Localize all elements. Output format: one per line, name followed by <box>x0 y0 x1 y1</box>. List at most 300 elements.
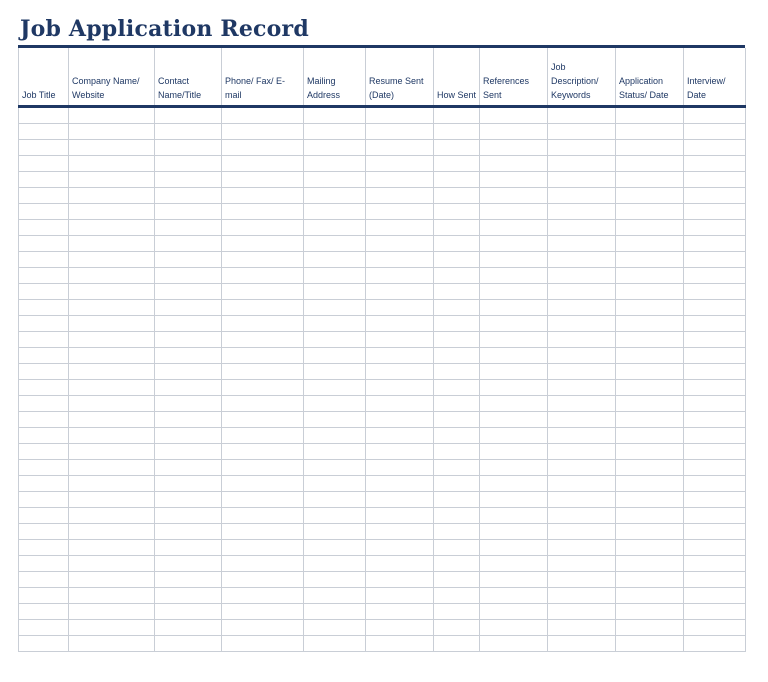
table-cell[interactable] <box>19 476 69 492</box>
table-cell[interactable] <box>616 124 684 140</box>
table-cell[interactable] <box>19 460 69 476</box>
table-cell[interactable] <box>304 156 366 172</box>
table-cell[interactable] <box>155 316 222 332</box>
table-cell[interactable] <box>480 620 548 636</box>
table-cell[interactable] <box>548 492 616 508</box>
table-cell[interactable] <box>19 188 69 204</box>
table-cell[interactable] <box>434 220 480 236</box>
table-cell[interactable] <box>434 620 480 636</box>
table-cell[interactable] <box>548 284 616 300</box>
table-cell[interactable] <box>19 172 69 188</box>
table-cell[interactable] <box>19 236 69 252</box>
table-cell[interactable] <box>69 332 155 348</box>
table-cell[interactable] <box>434 316 480 332</box>
table-cell[interactable] <box>684 604 746 620</box>
table-cell[interactable] <box>19 107 69 124</box>
table-cell[interactable] <box>684 476 746 492</box>
table-cell[interactable] <box>222 412 304 428</box>
table-cell[interactable] <box>684 332 746 348</box>
table-cell[interactable] <box>19 492 69 508</box>
table-cell[interactable] <box>616 172 684 188</box>
table-cell[interactable] <box>222 140 304 156</box>
table-cell[interactable] <box>222 204 304 220</box>
table-cell[interactable] <box>434 508 480 524</box>
table-cell[interactable] <box>548 572 616 588</box>
table-cell[interactable] <box>304 204 366 220</box>
table-cell[interactable] <box>616 428 684 444</box>
table-cell[interactable] <box>616 604 684 620</box>
table-cell[interactable] <box>684 556 746 572</box>
table-cell[interactable] <box>155 604 222 620</box>
table-cell[interactable] <box>222 236 304 252</box>
table-cell[interactable] <box>480 524 548 540</box>
table-cell[interactable] <box>434 444 480 460</box>
table-cell[interactable] <box>69 572 155 588</box>
table-cell[interactable] <box>155 140 222 156</box>
table-cell[interactable] <box>19 412 69 428</box>
table-cell[interactable] <box>222 460 304 476</box>
table-cell[interactable] <box>366 364 434 380</box>
table-cell[interactable] <box>304 364 366 380</box>
table-cell[interactable] <box>366 300 434 316</box>
table-cell[interactable] <box>616 332 684 348</box>
table-cell[interactable] <box>155 444 222 460</box>
table-cell[interactable] <box>548 220 616 236</box>
table-cell[interactable] <box>366 604 434 620</box>
table-cell[interactable] <box>366 620 434 636</box>
table-cell[interactable] <box>434 572 480 588</box>
table-cell[interactable] <box>222 636 304 652</box>
table-cell[interactable] <box>155 124 222 140</box>
table-cell[interactable] <box>366 540 434 556</box>
table-cell[interactable] <box>480 107 548 124</box>
table-cell[interactable] <box>19 604 69 620</box>
table-cell[interactable] <box>434 380 480 396</box>
table-cell[interactable] <box>155 476 222 492</box>
table-cell[interactable] <box>304 460 366 476</box>
table-cell[interactable] <box>69 172 155 188</box>
table-cell[interactable] <box>480 460 548 476</box>
table-cell[interactable] <box>480 412 548 428</box>
table-cell[interactable] <box>548 107 616 124</box>
table-cell[interactable] <box>480 156 548 172</box>
table-cell[interactable] <box>366 460 434 476</box>
table-cell[interactable] <box>19 636 69 652</box>
table-cell[interactable] <box>69 428 155 444</box>
table-cell[interactable] <box>616 300 684 316</box>
table-cell[interactable] <box>434 284 480 300</box>
table-cell[interactable] <box>480 268 548 284</box>
table-cell[interactable] <box>434 364 480 380</box>
table-cell[interactable] <box>434 172 480 188</box>
table-cell[interactable] <box>480 508 548 524</box>
table-cell[interactable] <box>155 204 222 220</box>
table-cell[interactable] <box>548 348 616 364</box>
table-cell[interactable] <box>222 524 304 540</box>
table-cell[interactable] <box>19 140 69 156</box>
table-cell[interactable] <box>155 508 222 524</box>
table-cell[interactable] <box>19 316 69 332</box>
table-cell[interactable] <box>480 556 548 572</box>
table-cell[interactable] <box>548 252 616 268</box>
table-cell[interactable] <box>480 300 548 316</box>
table-cell[interactable] <box>684 204 746 220</box>
table-cell[interactable] <box>434 124 480 140</box>
table-cell[interactable] <box>155 460 222 476</box>
table-cell[interactable] <box>155 572 222 588</box>
table-cell[interactable] <box>69 396 155 412</box>
table-cell[interactable] <box>69 444 155 460</box>
table-cell[interactable] <box>19 380 69 396</box>
table-cell[interactable] <box>480 236 548 252</box>
table-cell[interactable] <box>548 204 616 220</box>
table-cell[interactable] <box>548 476 616 492</box>
table-cell[interactable] <box>155 396 222 412</box>
table-cell[interactable] <box>434 556 480 572</box>
table-cell[interactable] <box>222 364 304 380</box>
table-cell[interactable] <box>155 428 222 444</box>
table-cell[interactable] <box>616 316 684 332</box>
table-cell[interactable] <box>222 380 304 396</box>
table-cell[interactable] <box>304 332 366 348</box>
table-cell[interactable] <box>684 268 746 284</box>
table-cell[interactable] <box>684 140 746 156</box>
table-cell[interactable] <box>222 156 304 172</box>
table-cell[interactable] <box>19 348 69 364</box>
table-cell[interactable] <box>69 156 155 172</box>
table-cell[interactable] <box>304 284 366 300</box>
table-cell[interactable] <box>684 300 746 316</box>
table-cell[interactable] <box>155 220 222 236</box>
table-cell[interactable] <box>684 572 746 588</box>
table-cell[interactable] <box>480 124 548 140</box>
table-cell[interactable] <box>304 188 366 204</box>
table-cell[interactable] <box>616 620 684 636</box>
table-cell[interactable] <box>684 364 746 380</box>
table-cell[interactable] <box>69 620 155 636</box>
table-cell[interactable] <box>304 380 366 396</box>
table-cell[interactable] <box>304 508 366 524</box>
table-cell[interactable] <box>434 636 480 652</box>
table-cell[interactable] <box>434 476 480 492</box>
table-cell[interactable] <box>69 588 155 604</box>
table-cell[interactable] <box>616 236 684 252</box>
table-cell[interactable] <box>616 348 684 364</box>
table-cell[interactable] <box>304 636 366 652</box>
table-cell[interactable] <box>434 332 480 348</box>
table-cell[interactable] <box>434 268 480 284</box>
table-cell[interactable] <box>304 236 366 252</box>
table-cell[interactable] <box>69 284 155 300</box>
table-cell[interactable] <box>684 428 746 444</box>
table-cell[interactable] <box>548 396 616 412</box>
table-cell[interactable] <box>155 524 222 540</box>
table-cell[interactable] <box>304 604 366 620</box>
table-cell[interactable] <box>222 107 304 124</box>
table-cell[interactable] <box>548 268 616 284</box>
table-cell[interactable] <box>616 252 684 268</box>
table-cell[interactable] <box>366 476 434 492</box>
table-cell[interactable] <box>69 268 155 284</box>
table-cell[interactable] <box>548 508 616 524</box>
table-cell[interactable] <box>222 604 304 620</box>
table-cell[interactable] <box>548 172 616 188</box>
table-cell[interactable] <box>434 188 480 204</box>
table-cell[interactable] <box>548 460 616 476</box>
table-cell[interactable] <box>548 124 616 140</box>
table-cell[interactable] <box>548 540 616 556</box>
table-cell[interactable] <box>19 540 69 556</box>
table-cell[interactable] <box>19 572 69 588</box>
table-cell[interactable] <box>304 476 366 492</box>
table-cell[interactable] <box>69 300 155 316</box>
table-cell[interactable] <box>480 284 548 300</box>
table-cell[interactable] <box>548 236 616 252</box>
table-cell[interactable] <box>222 188 304 204</box>
table-cell[interactable] <box>155 332 222 348</box>
table-cell[interactable] <box>155 172 222 188</box>
table-cell[interactable] <box>434 396 480 412</box>
table-cell[interactable] <box>222 332 304 348</box>
table-cell[interactable] <box>684 172 746 188</box>
table-cell[interactable] <box>616 204 684 220</box>
table-cell[interactable] <box>69 348 155 364</box>
table-cell[interactable] <box>616 364 684 380</box>
table-cell[interactable] <box>684 252 746 268</box>
table-cell[interactable] <box>222 572 304 588</box>
table-cell[interactable] <box>155 556 222 572</box>
table-cell[interactable] <box>548 524 616 540</box>
table-cell[interactable] <box>19 220 69 236</box>
table-cell[interactable] <box>684 188 746 204</box>
table-cell[interactable] <box>19 332 69 348</box>
table-cell[interactable] <box>222 348 304 364</box>
table-cell[interactable] <box>155 188 222 204</box>
table-cell[interactable] <box>548 556 616 572</box>
table-cell[interactable] <box>548 380 616 396</box>
table-cell[interactable] <box>480 380 548 396</box>
table-cell[interactable] <box>548 620 616 636</box>
table-cell[interactable] <box>155 236 222 252</box>
table-cell[interactable] <box>684 444 746 460</box>
table-cell[interactable] <box>548 188 616 204</box>
table-cell[interactable] <box>366 348 434 364</box>
table-cell[interactable] <box>480 572 548 588</box>
table-cell[interactable] <box>69 204 155 220</box>
table-cell[interactable] <box>684 380 746 396</box>
table-cell[interactable] <box>366 492 434 508</box>
table-cell[interactable] <box>616 188 684 204</box>
table-cell[interactable] <box>304 428 366 444</box>
table-cell[interactable] <box>366 236 434 252</box>
table-cell[interactable] <box>616 284 684 300</box>
table-cell[interactable] <box>69 236 155 252</box>
table-cell[interactable] <box>480 188 548 204</box>
table-cell[interactable] <box>155 540 222 556</box>
table-cell[interactable] <box>304 140 366 156</box>
table-cell[interactable] <box>480 316 548 332</box>
table-cell[interactable] <box>548 156 616 172</box>
table-cell[interactable] <box>69 556 155 572</box>
table-cell[interactable] <box>304 172 366 188</box>
table-cell[interactable] <box>434 428 480 444</box>
table-cell[interactable] <box>684 107 746 124</box>
table-cell[interactable] <box>366 636 434 652</box>
table-cell[interactable] <box>155 107 222 124</box>
table-cell[interactable] <box>304 252 366 268</box>
table-cell[interactable] <box>19 588 69 604</box>
table-cell[interactable] <box>366 412 434 428</box>
table-cell[interactable] <box>434 236 480 252</box>
table-cell[interactable] <box>548 332 616 348</box>
table-cell[interactable] <box>434 252 480 268</box>
table-cell[interactable] <box>155 284 222 300</box>
table-cell[interactable] <box>480 476 548 492</box>
table-cell[interactable] <box>684 620 746 636</box>
table-cell[interactable] <box>155 412 222 428</box>
table-cell[interactable] <box>222 620 304 636</box>
table-cell[interactable] <box>366 332 434 348</box>
table-cell[interactable] <box>69 364 155 380</box>
table-cell[interactable] <box>304 524 366 540</box>
table-cell[interactable] <box>480 396 548 412</box>
table-cell[interactable] <box>548 636 616 652</box>
table-cell[interactable] <box>684 508 746 524</box>
table-cell[interactable] <box>155 348 222 364</box>
table-cell[interactable] <box>616 396 684 412</box>
table-cell[interactable] <box>480 204 548 220</box>
table-cell[interactable] <box>304 124 366 140</box>
table-cell[interactable] <box>222 268 304 284</box>
table-cell[interactable] <box>480 332 548 348</box>
table-cell[interactable] <box>548 140 616 156</box>
table-cell[interactable] <box>304 300 366 316</box>
table-cell[interactable] <box>69 604 155 620</box>
table-cell[interactable] <box>304 316 366 332</box>
table-cell[interactable] <box>19 444 69 460</box>
table-cell[interactable] <box>684 284 746 300</box>
table-cell[interactable] <box>19 284 69 300</box>
table-cell[interactable] <box>222 316 304 332</box>
table-cell[interactable] <box>366 380 434 396</box>
table-cell[interactable] <box>684 156 746 172</box>
table-cell[interactable] <box>480 220 548 236</box>
table-cell[interactable] <box>434 492 480 508</box>
table-cell[interactable] <box>684 540 746 556</box>
table-cell[interactable] <box>366 268 434 284</box>
table-cell[interactable] <box>616 524 684 540</box>
table-cell[interactable] <box>434 540 480 556</box>
table-cell[interactable] <box>19 524 69 540</box>
table-cell[interactable] <box>19 508 69 524</box>
table-cell[interactable] <box>69 460 155 476</box>
table-cell[interactable] <box>69 220 155 236</box>
table-cell[interactable] <box>684 588 746 604</box>
table-cell[interactable] <box>616 556 684 572</box>
table-cell[interactable] <box>616 460 684 476</box>
table-cell[interactable] <box>222 396 304 412</box>
table-cell[interactable] <box>684 220 746 236</box>
table-cell[interactable] <box>304 268 366 284</box>
table-cell[interactable] <box>222 284 304 300</box>
table-cell[interactable] <box>480 172 548 188</box>
table-cell[interactable] <box>616 444 684 460</box>
table-cell[interactable] <box>684 524 746 540</box>
table-cell[interactable] <box>616 492 684 508</box>
table-cell[interactable] <box>548 428 616 444</box>
table-cell[interactable] <box>366 284 434 300</box>
table-cell[interactable] <box>69 140 155 156</box>
table-cell[interactable] <box>222 444 304 460</box>
table-cell[interactable] <box>366 172 434 188</box>
table-cell[interactable] <box>69 508 155 524</box>
table-cell[interactable] <box>69 188 155 204</box>
table-cell[interactable] <box>69 636 155 652</box>
table-cell[interactable] <box>366 316 434 332</box>
table-cell[interactable] <box>155 300 222 316</box>
table-cell[interactable] <box>434 604 480 620</box>
table-cell[interactable] <box>366 220 434 236</box>
table-cell[interactable] <box>19 252 69 268</box>
table-cell[interactable] <box>480 140 548 156</box>
table-cell[interactable] <box>19 204 69 220</box>
table-cell[interactable] <box>684 636 746 652</box>
table-cell[interactable] <box>19 156 69 172</box>
table-cell[interactable] <box>480 636 548 652</box>
table-cell[interactable] <box>155 364 222 380</box>
table-cell[interactable] <box>155 588 222 604</box>
table-cell[interactable] <box>304 444 366 460</box>
table-cell[interactable] <box>366 444 434 460</box>
table-cell[interactable] <box>304 492 366 508</box>
table-cell[interactable] <box>480 492 548 508</box>
table-cell[interactable] <box>366 140 434 156</box>
table-cell[interactable] <box>69 252 155 268</box>
table-cell[interactable] <box>366 252 434 268</box>
table-cell[interactable] <box>684 492 746 508</box>
table-cell[interactable] <box>616 380 684 396</box>
table-cell[interactable] <box>155 620 222 636</box>
table-cell[interactable] <box>616 636 684 652</box>
table-cell[interactable] <box>19 396 69 412</box>
table-cell[interactable] <box>548 364 616 380</box>
table-cell[interactable] <box>222 588 304 604</box>
table-cell[interactable] <box>548 300 616 316</box>
table-cell[interactable] <box>69 476 155 492</box>
table-cell[interactable] <box>616 156 684 172</box>
table-cell[interactable] <box>366 572 434 588</box>
table-cell[interactable] <box>155 636 222 652</box>
table-cell[interactable] <box>434 156 480 172</box>
table-cell[interactable] <box>366 188 434 204</box>
table-cell[interactable] <box>434 107 480 124</box>
table-cell[interactable] <box>684 412 746 428</box>
table-cell[interactable] <box>434 524 480 540</box>
table-cell[interactable] <box>19 124 69 140</box>
table-cell[interactable] <box>684 316 746 332</box>
table-cell[interactable] <box>155 380 222 396</box>
table-cell[interactable] <box>155 492 222 508</box>
table-cell[interactable] <box>684 348 746 364</box>
table-cell[interactable] <box>304 107 366 124</box>
table-cell[interactable] <box>548 412 616 428</box>
table-cell[interactable] <box>69 316 155 332</box>
table-cell[interactable] <box>304 412 366 428</box>
table-cell[interactable] <box>222 252 304 268</box>
table-cell[interactable] <box>366 396 434 412</box>
table-cell[interactable] <box>69 107 155 124</box>
table-cell[interactable] <box>434 460 480 476</box>
